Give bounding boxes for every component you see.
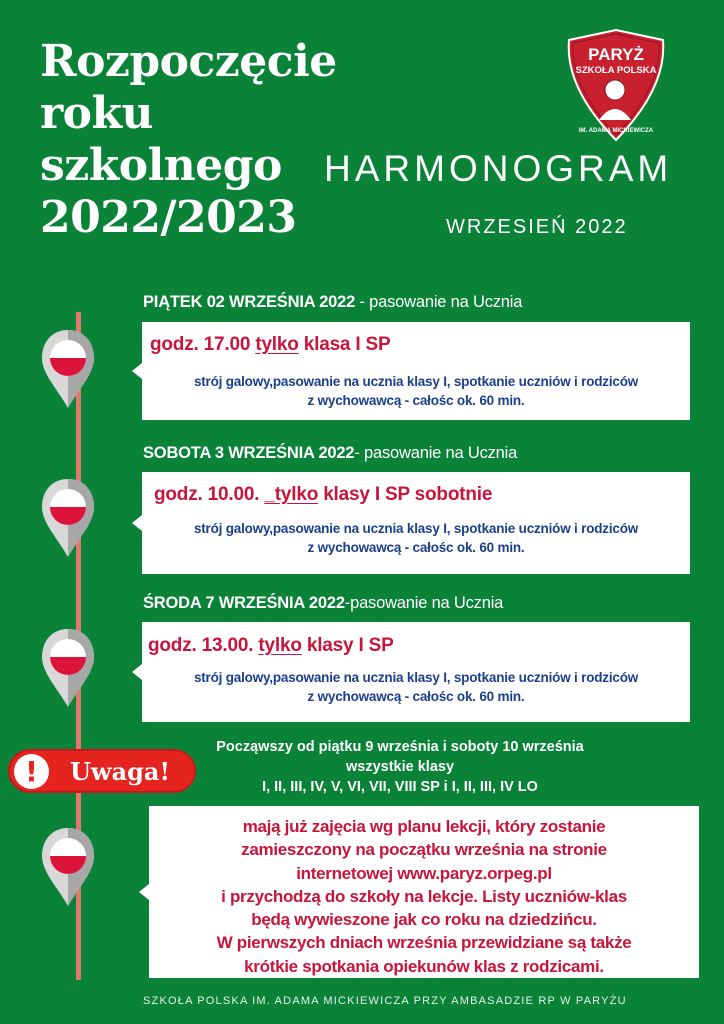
class-text: klasy I SP: [301, 635, 394, 656]
emphasis-text: tylko: [255, 334, 299, 355]
title-line: Rozpoczęcie: [40, 36, 337, 87]
class-text: klasa I SP: [298, 334, 391, 355]
event-time: [148, 635, 394, 657]
event-date: SOBOTA 3 WRZEŚNIA 2022: [143, 444, 355, 462]
event-date: PIĄTEK 02 WRZEŚNIA 2022: [143, 293, 356, 311]
event-card: [142, 622, 690, 722]
title-line: szkolnego: [40, 140, 282, 191]
event-heading: [143, 594, 503, 613]
class-text: klasy I SP sobotnie: [318, 484, 493, 505]
polish-flag-pin-icon: [40, 328, 96, 410]
info-line: i przychodzą do szkoły na lekcje. Listy uczniów-klas: [221, 886, 627, 906]
event-date: ŚRODA 7 WRZEŚNIA 2022: [143, 594, 345, 612]
event-title: -pasowanie na Ucznia: [344, 594, 504, 612]
event-description: [142, 519, 690, 557]
title-line: roku: [40, 88, 154, 139]
footer-text: SZKOŁA POLSKA IM. ADAMA MICKIEWICZA PRZY AMBASADZIE RP W PARYŻU: [143, 995, 627, 1007]
time-text: godz. 17.00: [150, 334, 256, 355]
page-title: [40, 36, 337, 244]
event-card: [142, 472, 690, 574]
notice-line: Począwszy od piątku 9 września i soboty 10 września: [216, 739, 584, 755]
emphasis-text: tylko: [258, 635, 302, 656]
notice-line: I, II, III, IV, V, VI, VII, VIII SP i I, II, III, IV LO: [262, 779, 538, 795]
warning-label: Uwaga!: [70, 757, 171, 786]
info-line-website: internetowej www.paryz.orpeg.pl: [296, 863, 552, 883]
info-body: [149, 815, 699, 978]
school-logo: [563, 28, 669, 142]
event-card: [142, 322, 690, 420]
logo-top-text: PARYŻ: [588, 45, 644, 64]
event-time: [154, 484, 492, 506]
exclamation-icon: !: [14, 754, 49, 789]
desc-line: strój galowy,pasowanie na ucznia klasy I, spotkanie uczniów i rodziców: [193, 670, 639, 685]
desc-line: z wychowawcą - całośc ok. 60 min.: [307, 689, 525, 704]
title-line: 2022/2023: [40, 192, 297, 243]
month-label: WRZESIEŃ 2022: [446, 216, 628, 238]
event-time: [150, 334, 390, 356]
event-description: [142, 372, 690, 410]
event-title: - pasowanie na Ucznia: [354, 444, 518, 462]
event-heading: [143, 293, 522, 312]
event-title: - pasowanie na Ucznia: [355, 293, 523, 311]
info-card: [149, 806, 699, 978]
desc-line: strój galowy,pasowanie na ucznia klasy I, spotkanie uczniów i rodziców: [193, 374, 639, 389]
emphasis-text: _tylko: [264, 484, 319, 505]
event-heading: [143, 444, 517, 463]
info-line: W pierwszych dniach września przewidziane są także: [216, 933, 632, 953]
desc-line: strój galowy,pasowanie na ucznia klasy I, spotkanie uczniów i rodziców: [193, 521, 639, 536]
desc-line: z wychowawcą - całośc ok. 60 min.: [307, 393, 525, 408]
logo-middle-text: SZKOŁA POLSKA: [575, 65, 657, 76]
logo-arc-text: IM. ADAMA MICKIEWICZA: [578, 128, 654, 134]
info-line: mają już zajęcia wg planu lekcji, który zostanie: [242, 817, 606, 836]
info-line: będą wywieszone jak co roku na dziedzińcu.: [251, 910, 597, 930]
subtitle: HARMONOGRAM: [324, 148, 673, 189]
info-line: zamieszczony na początku września na stronie: [241, 840, 607, 860]
time-text: godz. 13.00.: [148, 635, 259, 656]
polish-flag-pin-icon: [40, 477, 96, 559]
notice-line: wszystkie klasy: [345, 759, 455, 775]
warning-notice: [150, 737, 650, 797]
time-text: godz. 10.00.: [154, 484, 265, 505]
desc-line: z wychowawcą - całośc ok. 60 min.: [307, 540, 525, 555]
polish-flag-pin-icon: [40, 826, 96, 908]
info-line: krótkie spotkania opiekunów klas z rodzicami.: [244, 956, 604, 976]
event-description: [142, 668, 690, 706]
polish-flag-pin-icon: [40, 627, 96, 709]
